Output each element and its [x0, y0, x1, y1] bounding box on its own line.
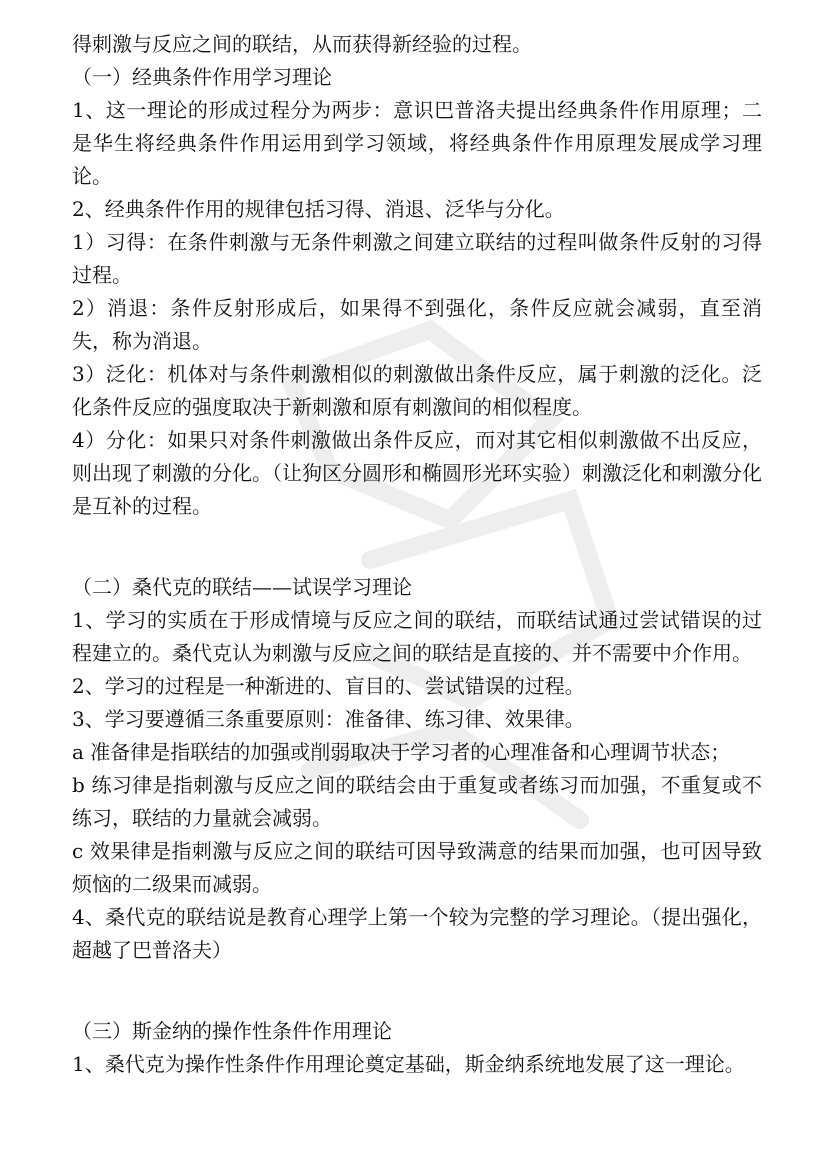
paragraph: 1、这一理论的形成过程分为两步：意识巴普洛夫提出经典条件作用原理；二是华生将经典条件作用运用到学习领域，将经典条件作用原理发展成学习理论。: [72, 98, 762, 188]
paragraph: 1、桑代克为操作性条件作用理论奠定基础，斯金纳系统地发展了这一理论。: [72, 1052, 745, 1076]
paragraph: 2、学习的过程是一种渐进的、盲目的、尝试错误的过程。: [72, 674, 585, 698]
section-2-heading: （二）桑代克的联结——试误学习理论: [72, 575, 412, 599]
paragraph: a 准备律是指联结的加强或削弱取决于学习者的心理准备和心理调节状态；: [72, 740, 731, 764]
paragraph: c 效果律是指刺激与反应之间的联结可因导致满意的结果而加强，也可因导致烦恼的二级果而减弱。: [72, 839, 762, 896]
section-3-heading: （三）斯金纳的操作性条件作用理论: [72, 1019, 392, 1043]
paragraph: 2、经典条件作用的规律包括习得、消退、泛华与分化。: [72, 197, 565, 221]
paragraph: 1）习得：在条件刺激与无条件刺激之间建立联结的过程叫做条件反射的习得过程。: [72, 230, 762, 287]
paragraph: 2）消退：条件反射形成后，如果得不到强化，条件反应就会减弱，直至消失，称为消退。: [72, 296, 762, 353]
document-body: [72, 28, 762, 1081]
section-spacer: [72, 523, 762, 571]
section-1-heading: （一）经典条件作用学习理论: [72, 65, 332, 89]
intro-paragraph: 得刺激与反应之间的联结，从而获得新经验的过程。: [72, 32, 532, 56]
paragraph: 1、学习的实质在于形成情境与反应之间的联结，而联结试通过尝试错误的过程建立的。桑代克认为刺激与反应之间的联结是直接的、并不需要中介作用。: [72, 608, 762, 665]
paragraph: 4）分化：如果只对条件刺激做出条件反应，而对其它相似刺激做不出反应，则出现了刺激的分化。（让狗区分圆形和椭圆形光环实验）刺激泛化和刺激分化是互补的过程。: [72, 428, 762, 518]
paragraph: 3）泛化：机体对与条件刺激相似的刺激做出条件反应，属于刺激的泛化。泛化条件反应的强度取决于新刺激和原有刺激间的相似程度。: [72, 362, 762, 419]
paragraph: b 练习律是指刺激与反应之间的联结会由于重复或者练习而加强，不重复或不练习，联结的力量就会减弱。: [72, 773, 762, 830]
section-spacer: [72, 967, 762, 1015]
paragraph: 4、桑代克的联结说是教育心理学上第一个较为完整的学习理论。（提出强化，超越了巴普洛夫）: [72, 905, 762, 962]
paragraph: 3、学习要遵循三条重要原则：准备律、练习律、效果律。: [72, 707, 585, 731]
